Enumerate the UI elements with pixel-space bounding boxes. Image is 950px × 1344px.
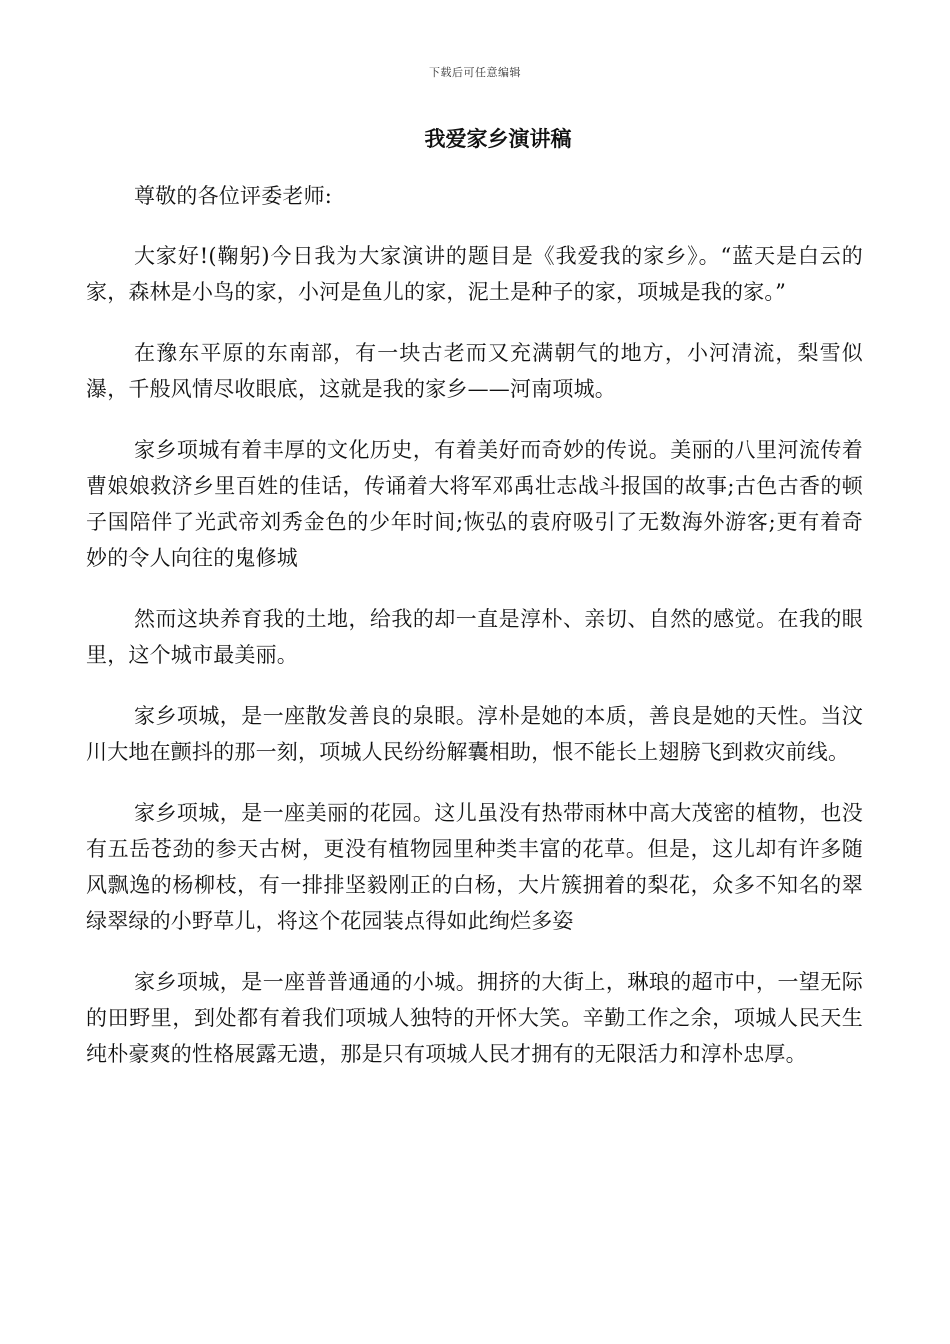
document-title: 我爱家乡演讲稿 (424, 127, 572, 151)
paragraph: 家乡项城，是一座普普通通的小城。拥挤的大街上，琳琅的超市中，一望无际的田野里，到处都有着我们项城人独特的开怀大笑。辛勤工作之余，项城人民天生纯朴豪爽的性格展露无遗，那是只有项城人民才拥有的无限活力和淳朴忠厚。 (86, 970, 863, 1066)
paragraph: 家乡项城有着丰厚的文化历史，有着美好而奇妙的传说。美丽的八里河流传着曹娘娘救济乡里百姓的佳话，传诵着大将军邓禹壮志战斗报国的故事;古色古香的顿子国陪伴了光武帝刘秀金色的少年时间;恢弘的袁府吸引了无数海外游客;更有着奇妙的令人向往的鬼修城 (86, 438, 863, 570)
paragraph: 在豫东平原的东南部，有一块古老而又充满朝气的地方，小河清流，梨雪似瀑，千般风情尽收眼底，这就是我的家乡——河南项城。 (86, 341, 863, 401)
salutation-paragraph: 尊敬的各位评委老师: (134, 184, 333, 208)
paragraph: 家乡项城，是一座散发善良的泉眼。淳朴是她的本质，善良是她的天性。当汶川大地在颤抖的那一刻，项城人民纷纷解囊相助，恨不能长上翅膀飞到救灾前线。 (86, 704, 863, 764)
paragraph: 然而这块养育我的土地，给我的却一直是淳朴、亲切、自然的感觉。在我的眼里，这个城市最美丽。 (86, 607, 863, 667)
header-note: 下载后可任意编辑 (429, 66, 521, 79)
speech-body (86, 178, 863, 1097)
paragraph: 大家好!(鞠躬)今日我为大家演讲的题目是《我爱我的家乡》。“蓝天是白云的家，森林是小鸟的家，小河是鱼儿的家，泥土是种子的家，项城是我的家。” (86, 244, 863, 304)
paragraph: 家乡项城，是一座美丽的花园。这儿虽没有热带雨林中高大茂密的植物，也没有五岳苍劲的参天古树，更没有植物园里种类丰富的花草。但是，这儿却有许多随风飘逸的杨柳枝，有一排排坚毅刚正的白杨，大片簇拥着的梨花，众多不知名的翠绿翠绿的小野草儿，将这个花园装点得如此绚烂多姿 (86, 801, 863, 933)
